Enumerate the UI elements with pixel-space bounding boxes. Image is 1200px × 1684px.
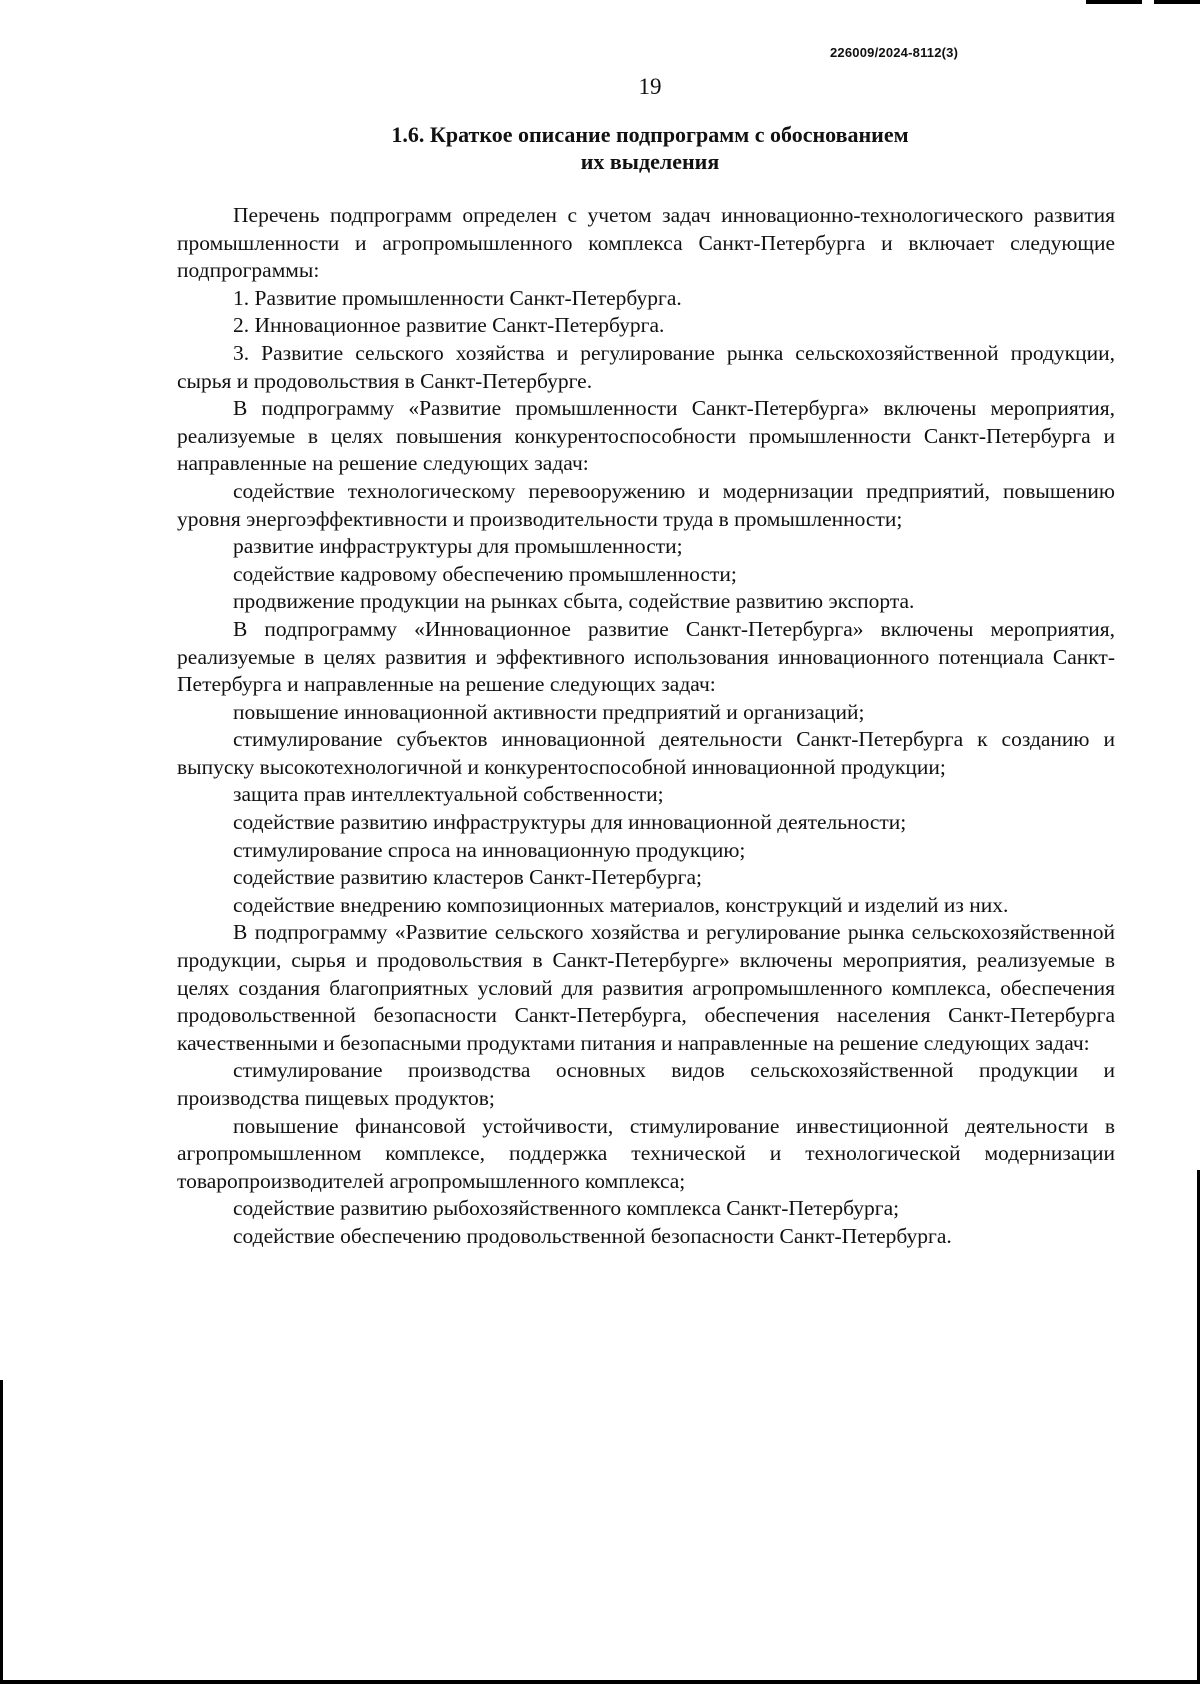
paragraph: повышение финансовой устойчивости, стимулирование инвестиционной деятельности в агропромышленном комплексе, поддержка технической и технологической модернизации товаропроизводителей агропромышленного комплекса;	[177, 1113, 1115, 1193]
document-number: 226009/2024-8112(3)	[830, 45, 959, 60]
paragraph: В подпрограмму «Развитие промышленности Санкт-Петербурга» включены мероприятия, реализуемые в целях повышения конкурентоспособности промышленности Санкт-Петербурга и направленные на решение следующих задач:	[177, 396, 1115, 476]
paragraph: повышение инновационной активности предприятий и организаций;	[233, 699, 865, 724]
paragraph: содействие развитию инфраструктуры для инновационной деятельности;	[233, 810, 907, 835]
scan-edge-top	[1080, 0, 1200, 4]
paragraph: защита прав интеллектуальной собственности;	[233, 782, 664, 807]
paragraph: продвижение продукции на рынках сбыта, содействие развитию экспорта.	[233, 589, 915, 614]
paragraph: стимулирование субъектов инновационной деятельности Санкт-Петербурга к созданию и выпуску высокотехнологичной и конкурентоспособной инновационной продукции;	[177, 727, 1115, 779]
page-number: 19	[638, 74, 662, 99]
list-item: 2. Инновационное развитие Санкт-Петербурга.	[233, 313, 665, 338]
scan-edge-bottom	[0, 1680, 1200, 1684]
paragraph: В подпрограмму «Инновационное развитие Санкт-Петербурга» включены мероприятия, реализуемые в целях развития и эффективного использования инновационного потенциала Санкт-Петербурга и направленные на решение следующих задач:	[177, 616, 1115, 697]
section-heading	[280, 121, 1020, 175]
paragraph: содействие обеспечению продовольственной безопасности Санкт-Петербурга.	[233, 1223, 952, 1248]
paragraph: содействие кадровому обеспечению промышленности;	[233, 561, 737, 586]
paragraph: содействие развитию кластеров Санкт-Петербурга;	[233, 865, 703, 890]
paragraph: содействие технологическому перевооружению и модернизации предприятий, повышению уровня энергоэффективности и производительности труда в промышленности;	[177, 478, 1115, 531]
scan-edge-left	[0, 1380, 3, 1684]
section-heading-line-1: 1.6. Краткое описание подпрограмм с обоснованием	[391, 122, 909, 147]
paragraph: развитие инфраструктуры для промышленности;	[233, 534, 683, 559]
paragraph: стимулирование спроса на инновационную продукцию;	[233, 837, 746, 862]
list-item: 1. Развитие промышленности Санкт-Петербурга.	[233, 285, 682, 310]
paragraph: В подпрограмму «Развитие сельского хозяйства и регулирование рынка сельскохозяйственной продукции, сырья и продовольствия в Санкт-Петербурге» включены мероприятия, реализуемые в целях создания благоприятных условий для развития агропромышленного комплекса, обеспечения продовольственной безопасности Санкт-Петербурга, обеспечения населения Санкт-Петербурга качественными и безопасными продуктами питания и направленные на решение следующих задач:	[177, 920, 1115, 1055]
section-heading-line-2: их выделения	[580, 149, 720, 174]
paragraph: Перечень подпрограмм определен с учетом задач инновационно-технологического развития промышленности и агропромышленного комплекса Санкт-Петербурга и включает следующие подпрограммы:	[177, 203, 1115, 283]
document-body	[177, 202, 1115, 1251]
list-item: 3. Развитие сельского хозяйства и регулирование рынка сельскохозяйственной продукции, сырья и продовольствия в Санкт-Петербурге.	[177, 340, 1115, 393]
paragraph: содействие внедрению композиционных материалов, конструкций и изделий из них.	[233, 892, 1009, 917]
paragraph: стимулирование производства основных видов сельскохозяйственной продукции и производства пищевых продуктов;	[177, 1058, 1115, 1110]
paragraph: содействие развитию рыбохозяйственного комплекса Санкт-Петербурга;	[233, 1196, 900, 1221]
